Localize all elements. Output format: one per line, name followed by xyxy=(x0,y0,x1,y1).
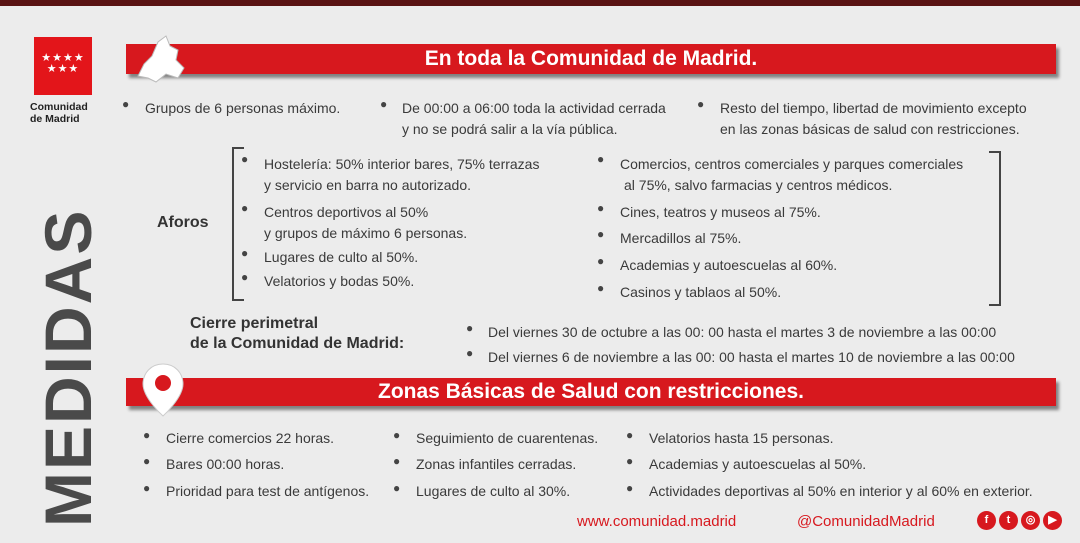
aforos-right-item-5: Casinos y tablaos al 50%. xyxy=(620,284,782,300)
bullet-icon: ● xyxy=(241,152,249,166)
comunidad-madrid-logo xyxy=(34,37,92,95)
website-link[interactable]: www.comunidad.madrid xyxy=(577,513,737,530)
bullet-icon: ● xyxy=(241,270,249,284)
bullet-icon: ● xyxy=(626,481,634,495)
zbs-item: Actividades deportivas al 50% en interior y al 60% en exterior. xyxy=(649,483,1033,499)
logo-name: Comunidad de Madrid xyxy=(30,101,88,125)
aforos-right-item-3: Mercadillos al 75%. xyxy=(620,230,742,246)
section1-title-ribbon xyxy=(126,44,1056,74)
facebook-icon[interactable]: f xyxy=(977,511,996,530)
aforos-label: Aforos xyxy=(157,214,209,231)
bullet-icon: ● xyxy=(597,201,605,215)
bullet-icon: ● xyxy=(241,246,249,260)
top-border xyxy=(0,0,1080,6)
social-handle[interactable]: @ComunidadMadrid xyxy=(797,513,935,530)
cierre-item-2: Del viernes 6 de noviembre a las 00: 00 hasta el martes 10 de noviembre a las 00:00 xyxy=(488,349,1015,365)
general-item-1: Grupos de 6 personas máximo. xyxy=(145,100,341,116)
cierre-item-1: Del viernes 30 de octubre a las 00: 00 hasta el martes 3 de noviembre a las 00:00 xyxy=(488,324,997,340)
bullet-icon: ● xyxy=(597,227,605,241)
bullet-icon: ● xyxy=(466,346,474,360)
aforos-left-item-1: Hostelería: 50% interior bares, 75% terrazas y servicio en barra no autorizado. xyxy=(264,156,540,193)
bullet-icon: ● xyxy=(380,97,388,111)
bullet-icon: ● xyxy=(393,454,401,468)
bullet-icon: ● xyxy=(143,454,151,468)
bullet-icon: ● xyxy=(393,481,401,495)
aforos-right-item-2: Cines, teatros y museos al 75%. xyxy=(620,204,821,220)
bullet-icon: ● xyxy=(143,481,151,495)
bullet-icon: ● xyxy=(466,321,474,335)
aforos-left-item-4: Velatorios y bodas 50%. xyxy=(264,273,415,289)
aforos-right-item-1: Comercios, centros comerciales y parques comerciales al 75%, salvo farmacias y centros médicos. xyxy=(620,156,964,193)
right-bracket xyxy=(989,151,1001,306)
logo-stars: ★★★★ ★★★ xyxy=(41,52,85,75)
zbs-item: Lugares de culto al 30%. xyxy=(416,483,571,499)
bullet-icon: ● xyxy=(143,428,151,442)
zbs-item: Seguimiento de cuarentenas. xyxy=(416,430,599,446)
bullet-icon: ● xyxy=(597,254,605,268)
section2-title-ribbon xyxy=(126,378,1056,406)
bullet-icon: ● xyxy=(241,201,249,215)
bullet-icon: ● xyxy=(393,428,401,442)
bullet-icon: ● xyxy=(626,454,634,468)
bullet-icon: ● xyxy=(697,97,705,111)
aforos-left-item-3: Lugares de culto al 50%. xyxy=(264,249,419,265)
zbs-item: Prioridad para test de antígenos. xyxy=(166,483,370,499)
twitter-icon[interactable]: t xyxy=(999,511,1018,530)
madrid-map-icon xyxy=(132,34,188,84)
section2-title: Zonas Básicas de Salud con restricciones. xyxy=(378,380,804,403)
zbs-item: Cierre comercios 22 horas. xyxy=(166,430,335,446)
zbs-item: Velatorios hasta 15 personas. xyxy=(649,430,834,446)
aforos-left-item-2: Centros deportivos al 50% y grupos de máximo 6 personas. xyxy=(264,204,468,241)
cierre-perimetral-label: Cierre perimetral de la Comunidad de Madrid: xyxy=(190,315,405,352)
youtube-icon[interactable]: ▶ xyxy=(1043,511,1062,530)
zbs-item: Zonas infantiles cerradas. xyxy=(416,456,577,472)
bullet-icon: ● xyxy=(597,281,605,295)
bullet-icon: ● xyxy=(122,97,130,111)
general-item-2: De 00:00 a 06:00 toda la actividad cerrada y no se podrá salir a la vía pública. xyxy=(402,100,666,137)
zbs-item: Academias y autoescuelas al 50%. xyxy=(649,456,867,472)
vertical-title: MEDIDAS xyxy=(31,208,105,527)
general-item-3: Resto del tiempo, libertad de movimiento excepto en las zonas básicas de salud con restricciones. xyxy=(720,100,1027,137)
section1-title: En toda la Comunidad de Madrid. xyxy=(424,47,758,70)
instagram-icon[interactable]: ◎ xyxy=(1021,511,1040,530)
zbs-item: Bares 00:00 horas. xyxy=(166,456,285,472)
bullet-icon: ● xyxy=(626,428,634,442)
location-pin-icon xyxy=(140,362,186,418)
bullet-icon: ● xyxy=(597,152,605,166)
aforos-right-item-4: Academias y autoescuelas al 60%. xyxy=(620,257,838,273)
